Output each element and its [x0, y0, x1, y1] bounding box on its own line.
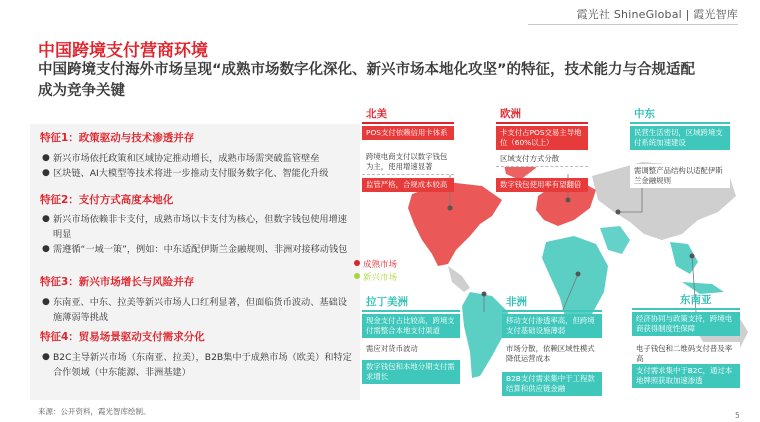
region-latin-america-label: 拉丁美洲 [366, 296, 408, 308]
region-underline [632, 308, 740, 310]
page-subtitle: 中国跨境支付海外市场呈现“成熟市场数字化深化、新兴市场本地化攻坚”的特征，技术能力与合规适配成为竞争关键 [38, 62, 696, 99]
legend-mature: 成熟市场 [354, 258, 397, 270]
southeast-asia-card-3: 支付需求集中于B2C，通过本地牌照获取加速渗透 [632, 364, 740, 388]
north-america-card-3: 监管严格，合规成本较高 [362, 178, 454, 192]
bullet-icon: ● [42, 168, 50, 178]
list-item: ● 新兴市场依赖非卡支付，成熟市场以卡支付为核心，但数字钱包使用增速明显 [42, 214, 347, 240]
latin-america-card-3: 数字钱包和本地分期支付需求增长 [362, 360, 460, 384]
list-item: ● 区块链、AI大模型等技术将进一步推动支付服务数字化、智能化升级 [42, 168, 329, 179]
region-africa-label: 非洲 [506, 296, 527, 308]
europe-card-2: 区域支付方式分散 [496, 152, 588, 167]
features-panel [30, 124, 360, 400]
central-america-shape [448, 266, 470, 292]
africa-card-3: B2B支付需求集中于工程款结算和供应链金融 [502, 372, 602, 396]
middle-east-card-2: 需调整产品结构以适配伊斯兰金融规则 [630, 164, 730, 188]
feature-2-label: 特征2：支付方式高度本地化 [40, 194, 174, 206]
legend-dot-icon [354, 273, 360, 279]
legend-dot-icon [354, 260, 360, 266]
europe-card-3: 数字钱包使用率有望翻倍 [496, 178, 588, 192]
north-america-shape [408, 182, 502, 266]
region-underline [630, 122, 730, 124]
region-underline [362, 122, 454, 124]
north-america-card-2: 跨境电商支付以数字钱包为主，使用增速显著 [362, 150, 454, 175]
region-europe-label: 欧洲 [500, 108, 521, 120]
feature-3-label: 特征3：新兴市场增长与风险并存 [40, 276, 195, 288]
southeast-asia-shape [670, 242, 698, 274]
bullet-icon: ● [42, 153, 50, 163]
middle-east-card-1: 民营生活密切，区域跨境支付系统加速建设 [630, 126, 730, 150]
bullet-icon: ● [42, 297, 50, 307]
region-southeast-asia-label: 东南亚 [680, 294, 712, 306]
bullet-icon: ● [42, 244, 50, 254]
page-number: 5 [735, 411, 740, 420]
page-title: 中国跨境支付营商环境 [38, 41, 208, 61]
southeast-asia-card-2: 电子钱包和二维码支付普及率高 [632, 342, 740, 366]
middle-east-shape [600, 226, 630, 254]
north-america-card-1: POS支付依赖信用卡体系 [362, 126, 454, 140]
list-item: ● 需遵循“一域一策”，例如：中东适配伊斯兰金融规则、非洲对接移动钱包 [42, 244, 348, 255]
region-underline [496, 122, 588, 124]
europe-card-1: 卡支付占POS交易主导地位（60%以上） [496, 126, 588, 150]
latin-america-card-1: 现金支付占比较高，跨境支付需整合本地支付渠道 [362, 314, 460, 338]
africa-card-1: 移动支付渗透率高，但跨境支付基础设施薄弱 [502, 314, 602, 338]
brand-logo-text: 霞光社 ShineGlobal | 霞光智库 [576, 8, 738, 21]
region-middle-east-label: 中东 [634, 108, 655, 120]
feature-1-label: 特征1：政策驱动与技术渗透并存 [40, 132, 195, 144]
latin-america-card-2: 需应对货币波动 [362, 342, 460, 356]
bullet-icon: ● [42, 352, 50, 362]
world-map [352, 108, 760, 422]
bullet-icon: ● [42, 214, 50, 224]
africa-card-2: 市场分散，依赖区域性模式降低运营成本 [502, 342, 602, 366]
region-underline [502, 310, 602, 312]
feature-4-label: 特征4：贸易场景驱动支付需求分化 [40, 331, 205, 343]
region-underline [362, 310, 460, 312]
list-item: ● 东南亚、中东、拉美等新兴市场人口红利显著，但面临货币波动、基础设施薄弱等挑战 [42, 297, 347, 323]
header-divider [528, 24, 738, 25]
list-item: ● 新兴市场依托政策和区域协定推动增长，成熟市场需突破监管壁垒 [42, 153, 320, 164]
southeast-asia-card-1: 经济协同与政策支持，跨境电商获得制度性保障 [632, 312, 740, 336]
list-item: ● B2C主导新兴市场（东南亚、拉美），B2B集中于成熟市场（欧美）和特定合作领域（中东能源、非洲基建） [42, 352, 352, 378]
legend-emerging: 新兴市场 [354, 271, 397, 283]
source-note: 来源：公开资料，霞光智库绘制。 [38, 407, 151, 416]
region-north-america-label: 北美 [366, 108, 387, 120]
